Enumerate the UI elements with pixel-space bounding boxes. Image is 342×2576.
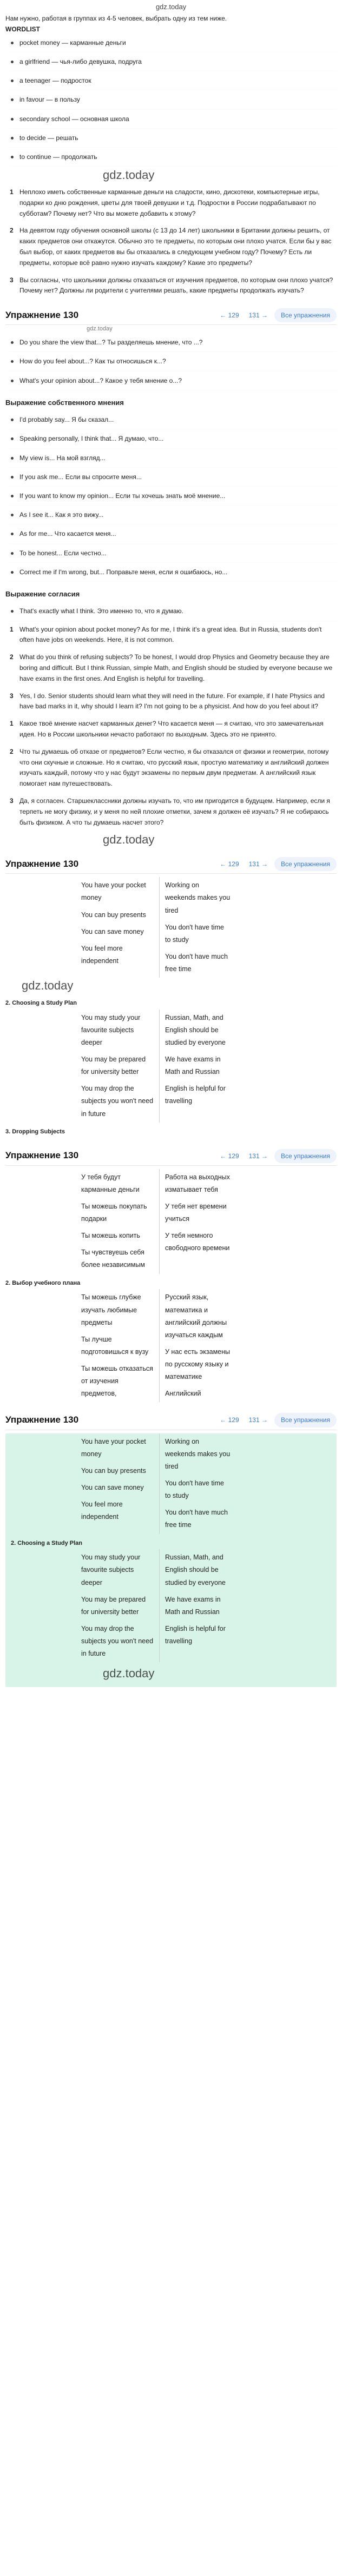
cons-column: [160, 1433, 235, 1534]
next-exercise-button[interactable]: 131 →: [248, 311, 268, 320]
table-cell: You have your pocket money: [81, 881, 146, 902]
table-cell: You can save money: [81, 1484, 144, 1491]
pros-cons-table: [5, 1169, 337, 1274]
prev-exercise-button[interactable]: ← 129: [220, 860, 239, 868]
all-exercises-button[interactable]: Все упражнения: [274, 1149, 337, 1163]
item-text: Неплохо иметь собственные карманные деньги на сладости, кино, дискотеки, компьютерные игры, подарки ко дню рождения, цветы для твоей девушки и т.д. Подростки в России подрабатывают по субботам? Почему нет? Что вы можете добавить к этому?: [19, 188, 320, 217]
next-exercise-button[interactable]: 131 →: [248, 1416, 268, 1424]
table-cell: You don't have much free time: [165, 952, 228, 973]
table-cell: У тебя нет времени учиться: [165, 1202, 227, 1223]
expressing-list: [5, 410, 337, 582]
exercise-header: [5, 1407, 337, 1430]
next-exercise-button[interactable]: 131 →: [248, 1152, 268, 1160]
table-cell: You don't have much free time: [165, 1509, 228, 1529]
pros-column: [81, 1169, 160, 1274]
pros-cons-table: [5, 877, 337, 978]
pros-column: [81, 1549, 160, 1662]
watermark: gdz.today: [87, 326, 113, 333]
list-item: As I see it... Как я это вижу...: [10, 506, 337, 525]
table-cell: You may be prepared for university better: [81, 1595, 146, 1616]
table-cell: You can buy presents: [81, 1466, 146, 1475]
pros-cons-table: [5, 1433, 337, 1534]
item-number: 1: [10, 188, 14, 196]
table-title: 2. Choosing a Study Plan: [11, 1539, 83, 1546]
item-text: What's your opinion about pocket money? As for me, I think it's a great idea. But in Russia, students don't often have jobs on weekends. Here, it is not common.: [19, 625, 322, 644]
exercise-title: Упражнение 130: [5, 1150, 79, 1161]
watermark: gdz.today: [103, 1667, 155, 1681]
list-item: [10, 222, 337, 271]
exercise-nav: [216, 1413, 337, 1427]
wordlist: [5, 34, 337, 167]
exercise-title: Упражнение 130: [5, 858, 79, 869]
table-cell: Ты можешь глубже изучать любимые предметы: [81, 1293, 141, 1326]
table-cell: Работа на выходных изматывает тебя: [165, 1173, 230, 1193]
table-cell: Russian, Math, and English should be studied by everyone: [165, 1013, 226, 1046]
solution-image-english-green: [5, 1433, 337, 1687]
exercise-header: [5, 1144, 337, 1166]
prev-exercise-button[interactable]: ← 129: [220, 1416, 239, 1424]
prev-exercise-button[interactable]: ← 129: [220, 311, 239, 320]
solution-image-russian: [5, 1169, 337, 1403]
item-number: 2: [10, 653, 14, 661]
list-item: What's your opinion about...? Какое у тебя мнение о...?: [10, 371, 337, 390]
list-item: [10, 688, 337, 716]
exercise-title: Упражнение 130: [5, 1415, 79, 1425]
table-cell: Ты можешь покупать подарки: [81, 1202, 147, 1223]
section-title-agreement: Выражение согласия: [5, 589, 80, 598]
watermark: gdz.today: [103, 833, 155, 847]
list-item: Do you share the view that...? Ты разделяешь мнение, что ...?: [10, 333, 337, 352]
list-item: a girlfriend — чья-либо девушка, подруга: [10, 52, 337, 71]
list-item: That's exactly what I think. Это именно то, что я думаю.: [10, 602, 337, 621]
all-exercises-button[interactable]: Все упражнения: [274, 308, 337, 322]
list-item: My view is... На мой взгляд...: [10, 449, 337, 468]
table-cell: Working on weekends makes you tired: [165, 1437, 231, 1470]
item-text: На девятом году обучения основной школы (с 13 до 14 лет) школьники в Британии должны решить, от каких предметов они откажутся. Обычно это те предметы, по которым они плохо учатся. Если бы у вас был выбор, от каких предметов вы бы отказались в следующем учебном году? Почему? Есть ли предметы, которые всё равно нужно изучать каждому? Какие это предметы?: [19, 227, 332, 267]
item-number: 1: [10, 625, 14, 633]
list-item: [10, 184, 337, 222]
next-exercise-button[interactable]: 131 →: [248, 860, 268, 868]
exercise-title: Упражнение 130: [5, 309, 79, 320]
list-item: a teenager — подросток: [10, 71, 337, 90]
list-item: [10, 649, 337, 687]
list-item: [10, 743, 337, 793]
list-item: [10, 621, 337, 649]
table-cell: Ты можешь копить: [81, 1232, 140, 1240]
exercise-header: [5, 852, 337, 874]
table-title: 3. Dropping Subjects: [5, 1128, 65, 1135]
item-text: Вы согласны, что школьники должны отказаться от изучения предметов, по которым они плохо учатся? Почему нет? Должны ли родители с учителями решать, какие предметы продолжать изучать?: [19, 276, 333, 295]
pros-cons-table: [5, 1010, 337, 1123]
list-item: [10, 272, 337, 300]
item-text: Yes, I do. Senior students should learn what they will need in the future. For example, if I hate Physics and have bad marks in it, why should I learn it? I'm not going to be a physicist. And how do you feel about it?: [19, 692, 325, 711]
pros-cons-table: [5, 1549, 337, 1662]
table-cell: У нас есть экзамены по русскому языку и математике: [165, 1347, 231, 1381]
cons-column: [160, 1010, 235, 1123]
table-cell: You have your pocket money: [81, 1437, 146, 1458]
pros-column: [81, 1289, 160, 1402]
table-title: 2. Выбор учебного плана: [5, 1279, 81, 1286]
prev-exercise-button[interactable]: ← 129: [220, 1152, 239, 1160]
table-cell: English is helpful for travelling: [165, 1085, 226, 1105]
watermark: gdz.today: [103, 168, 155, 182]
list-item: in favour — в пользу: [10, 90, 337, 109]
table-cell: Ты лучше подготовишься к вузу: [81, 1335, 149, 1356]
item-number: 2: [10, 227, 14, 235]
dialogue-list: [5, 621, 337, 832]
cons-column: [160, 1549, 235, 1662]
watermark: gdz.today: [22, 979, 74, 993]
exercise-header: [5, 303, 337, 325]
watermark-top: gdz.today: [155, 3, 187, 11]
item-number: 3: [10, 692, 14, 700]
table-cell: You may study your favourite subjects deeper: [81, 1013, 141, 1046]
list-item: [10, 715, 337, 743]
all-exercises-button[interactable]: Все упражнения: [274, 1413, 337, 1427]
cons-column: [160, 877, 235, 978]
list-item: pocket money — карманные деньги: [10, 34, 337, 52]
table-cell: У тебя немного свободного времени: [165, 1232, 230, 1252]
table-title: 2. Choosing a Study Plan: [5, 999, 77, 1006]
table-cell: You may be prepared for university better: [81, 1055, 146, 1076]
table-cell: Ты можешь отказаться от изучения предметов,: [81, 1365, 153, 1398]
table-cell: Russian, Math, and English should be studied by everyone: [165, 1553, 226, 1586]
exercise-nav: [216, 857, 337, 871]
list-item: If you want to know my opinion... Если ты хочешь знать моё мнение...: [10, 487, 337, 506]
item-number: 2: [10, 747, 14, 755]
pros-column: [81, 877, 160, 978]
table-cell: You may drop the subjects you won't need in future: [81, 1085, 154, 1118]
table-cell: Английский: [165, 1390, 201, 1398]
table-cell: You don't have time to study: [165, 1479, 224, 1500]
list-item: I'd probably say... Я бы сказал...: [10, 410, 337, 429]
item-number: 3: [10, 797, 14, 805]
table-cell: We have exams in Math and Russian: [165, 1055, 221, 1076]
solution-image-english: [5, 877, 337, 1138]
table-cell: You can buy presents: [81, 911, 146, 919]
cons-column: [160, 1169, 235, 1274]
item-text: What do you think of refusing subjects? To be honest, I would drop Physics and Geometry because they are boring and difficult. But I think Russian, simple Math, and English should be studied by everyone because we have exams in the first ones. And English is helpful for travelling.: [19, 653, 333, 682]
table-cell: English is helpful for travelling: [165, 1624, 226, 1645]
list-item: If you ask me... Если вы спросите меня...: [10, 468, 337, 487]
item-text: Какое твоё мнение насчет карманных денег? Что касается меня — я считаю, что это замечательная идея. Но в России школьники нечасто работают по выходным. Здесь это не принято.: [19, 720, 324, 739]
item-number: 3: [10, 276, 14, 284]
table-cell: У тебя будут карманные деньги: [81, 1173, 140, 1193]
table-cell: You can save money: [81, 927, 144, 935]
topics-list: [5, 184, 337, 300]
item-text: Что ты думаешь об отказе от предметов? Если честно, я бы отказался от физики и геометрии, потому что они скучные и сложные. Но я считаю, что русский язык, простую математику и английский должен изучать каждый, потому что у нас будут экзамены по первым двум предметам. А английский язык помогает нам путешествовать.: [19, 747, 329, 788]
asking-list: [5, 333, 337, 390]
table-cell: You feel more independent: [81, 1501, 123, 1521]
intro-text: Нам нужно, работая в группах из 4-5 человек, выбрать одну из тем ниже.: [5, 14, 227, 22]
item-text: Да, я согласен. Старшеклассники должны изучать то, что им пригодится в будущем. Например, если я терпеть не могу физику, и у меня по ней плохие отметки, зачем я должен её изучать? Я не собираюсь быть физиком. А что ты думаешь насчет этого?: [19, 797, 330, 826]
exercise-nav: [216, 308, 337, 322]
pros-column: [81, 1433, 160, 1534]
table-cell: Русский язык, математика и английский должны изучаться каждым: [165, 1293, 227, 1339]
list-item: To be honest... Если честно...: [10, 544, 337, 563]
cons-column: [160, 1289, 235, 1402]
table-cell: We have exams in Math and Russian: [165, 1595, 221, 1616]
list-item: How do you feel about...? Как ты относишься к...?: [10, 352, 337, 371]
pros-cons-table: [5, 1289, 337, 1402]
agreement-list: [5, 602, 337, 621]
all-exercises-button[interactable]: Все упражнения: [274, 857, 337, 871]
list-item: to continue — продолжать: [10, 148, 337, 167]
table-cell: Ты чувствуешь себя более независимым: [81, 1249, 145, 1269]
table-cell: Working on weekends makes you tired: [165, 881, 231, 914]
wordlist-title: WORDLIST: [5, 25, 40, 33]
exercise-nav: [216, 1149, 337, 1163]
list-item: Speaking personally, I think that... Я думаю, что...: [10, 429, 337, 448]
table-cell: You may study your favourite subjects deeper: [81, 1553, 141, 1586]
section-title-expressing: Выражение собственного мнения: [5, 398, 124, 407]
table-cell: You feel more independent: [81, 944, 123, 965]
pros-column: [81, 1010, 160, 1123]
list-item: to decide — решать: [10, 129, 337, 148]
list-item: secondary school — основная школа: [10, 110, 337, 129]
list-item: [10, 793, 337, 831]
table-cell: You may drop the subjects you won't need in future: [81, 1624, 154, 1658]
list-item: As for me... Что касается меня...: [10, 525, 337, 543]
item-number: 1: [10, 720, 14, 728]
table-cell: You don't have time to study: [165, 923, 224, 944]
list-item: Correct me if I'm wrong, but... Поправьте меня, если я ошибаюсь, но...: [10, 563, 337, 582]
